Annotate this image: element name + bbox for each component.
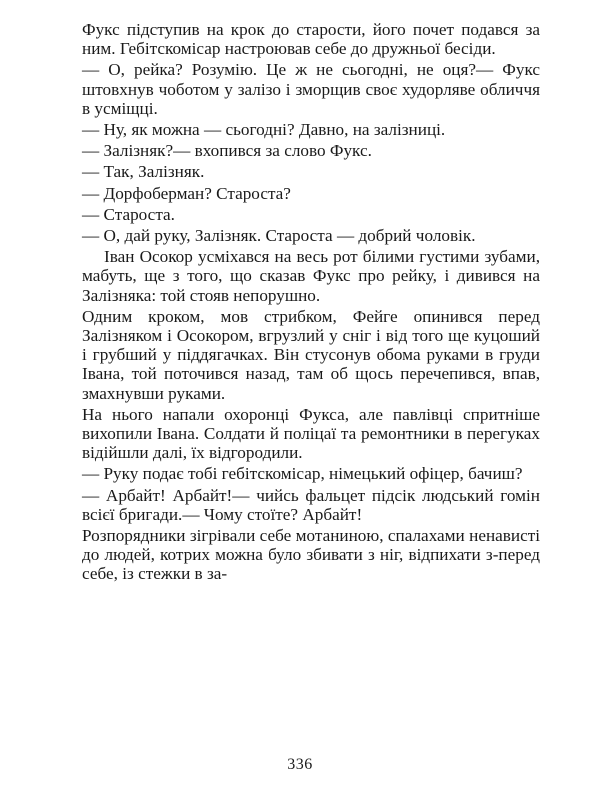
paragraph: — О, рейка? Розумію. Це ж не сьогодні, не оця?— Фукс штовхнув чоботом у залізо і зморщив своє худорляве обличчя в усміщці. — [82, 60, 540, 118]
paragraph: — Староста. — [82, 204, 175, 224]
paragraph: — О, дай руку, Залізняк. Староста — добрий чоловік. — [82, 226, 476, 246]
paragraph: — Залізняк?— вхопився за слово Фукс. — [82, 141, 372, 161]
body-text — [82, 20, 540, 584]
paragraph: — Руку подає тобі гебітскомісар, німецький офіцер, бачиш? — [82, 464, 523, 484]
paragraph: Іван Осокор усміхався на весь рот білими густими зубами, мабуть, ще з того, що сказав Фукс про рейку, і дивився на Залізняка: той стояв непорушно. — [82, 247, 540, 305]
book-page — [82, 20, 540, 760]
paragraph: Одним кроком, мов стрибком, Фейге опинився перед Залізняком і Осокором, вгрузлий у сніг і від того ще куцоший і грубший у піддягачках. Він стусонув обома руками в груди Івана, той поточився назад, там об щось перечепився, впав, змахнувши руками. — [82, 306, 540, 403]
paragraph: Фукс підступив на крок до старости, його почет подався за ним. Гебітскомісар настроював себе до дружньої бесіди. — [82, 20, 540, 59]
paragraph: — Арбайт! Арбайт!— чийсь фальцет підсік людський гомін всієї бригади.— Чому стоїте? Арбайт! — [82, 485, 540, 524]
paragraph: — Дорфоберман? Староста? — [82, 183, 291, 203]
paragraph: — Ну, як можна — сьогодні? Давно, на залізниці. — [82, 120, 446, 140]
paragraph: Розпорядники зігрівали себе мотаниною, спалахами ненависті до людей, котрих можна було збивати з ніг, відпихати з-перед себе, із стежки в за- — [82, 526, 540, 584]
page-number: 336 — [287, 756, 313, 773]
paragraph: — Так, Залізняк. — [82, 162, 205, 182]
paragraph: На нього напали охоронці Фукса, але павлівці спритніше вихопили Івана. Солдати й поліцаї та ремонтники в перегуках відійшли далі, їх відгородили. — [82, 404, 540, 463]
